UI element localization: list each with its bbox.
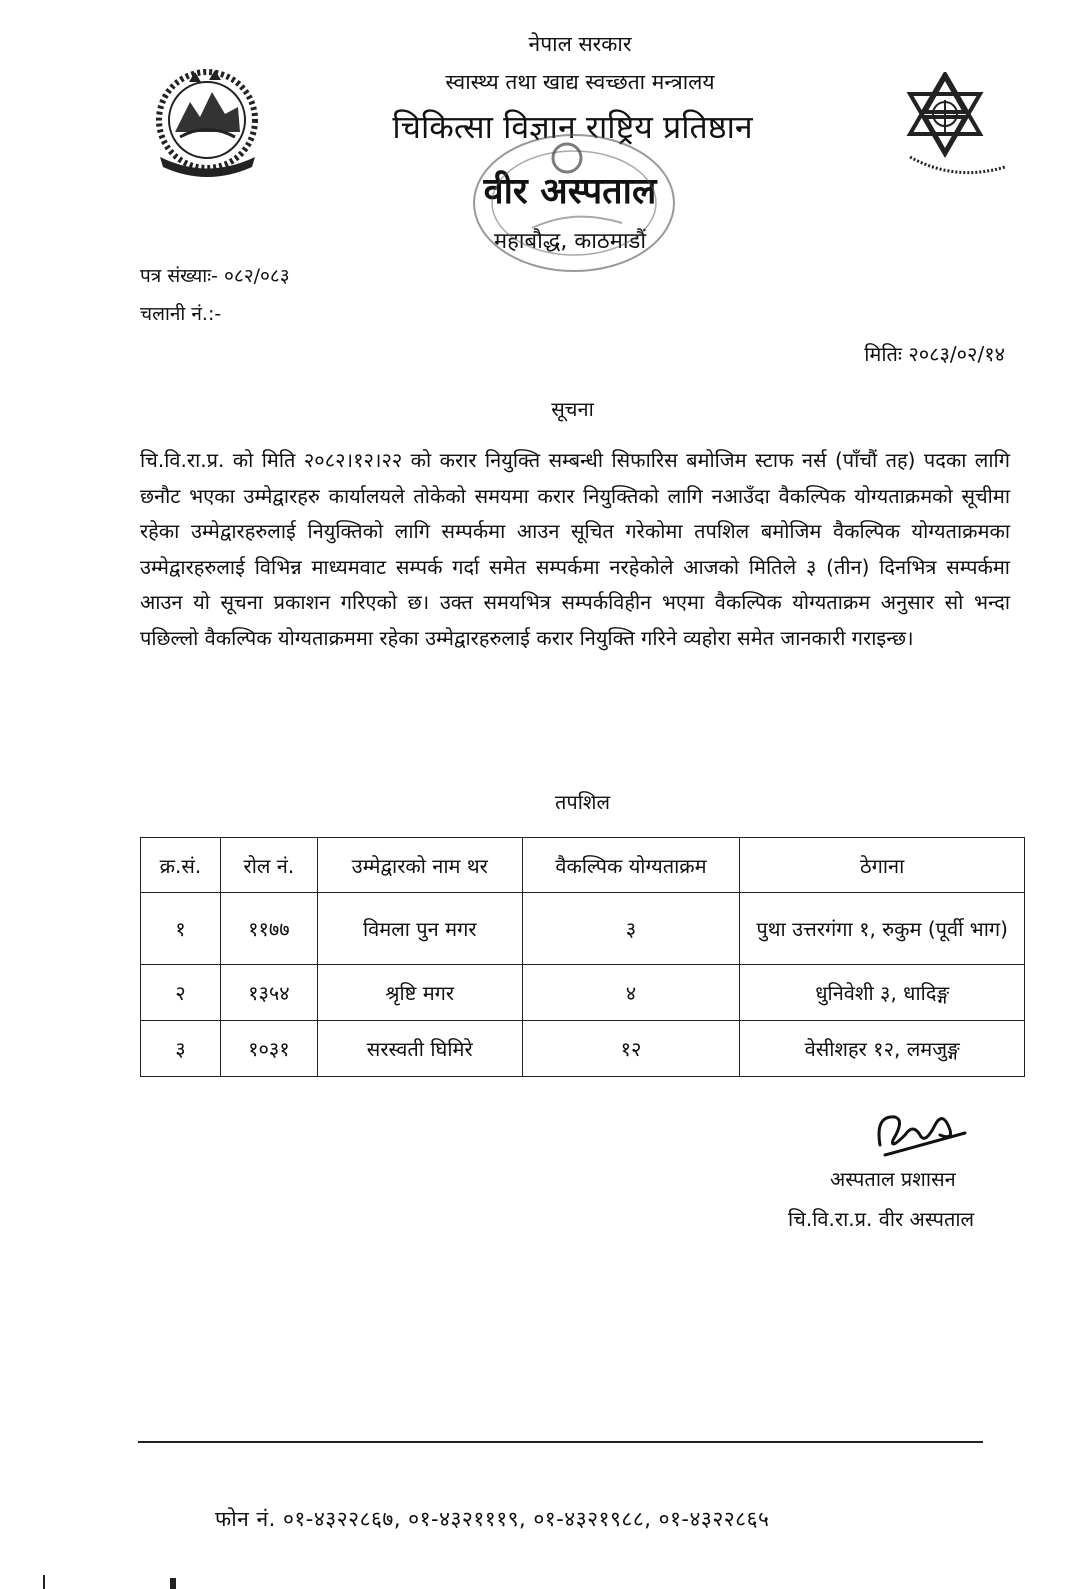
notice-body: चि.वि.रा.प्र. को मिति २०८२।१२।२२ को करार नियुक्ति सम्बन्धी सिफारिस बमोजिम स्टाफ नर्स (पाँचौं तह) पदका लागि छनौट भएका उम्मेद्वारहरु कार्यालयले तोकेको समयमा करार नियुक्तिको लागि नआउँदा वैकल्पिक योग्यताक्रमको सूचीमा रहेका उम्मेद्वारहरुलाई नियुक्तिको लागि सम्पर्कमा आउन सूचित गरेकोमा तपशिल बमोजिम वैकल्पिक योग्यताक्रमका उम्मेद्वारहरुलाई विभिन्न माध्यमवाट सम्पर्क गर्दा समेत सम्पर्कमा नरहेकोले आजको मितिले ३ (तीन) दिनभित्र सम्पर्कमा आउन यो सूचना प्रकाशन गरिएको छ। उक्त समयभित्र सम्पर्कविहीन भएमा वैकल्पिक योग्यताक्रम अनुसार सो भन्दा पछिल्लो वैकल्पिक योग्यताक्रममा रहेका उम्मेद्वारहरुलाई करार नियुक्ति गरिने व्यहोरा समेत जानकारी गराइन्छ।	[140, 448, 1010, 650]
cell-name: सरस्वती घिमिरे	[317, 1021, 522, 1077]
cell-roll: १३५४	[220, 965, 317, 1021]
dispatch-number: चलानी नं.:-	[140, 303, 222, 325]
table-row	[141, 1021, 1025, 1077]
cell-address: वेसीशहर १२, लमजुङ्ग	[740, 1021, 1025, 1077]
table-header-row	[141, 838, 1025, 893]
cell-name: श्रृष्टि मगर	[317, 965, 522, 1021]
candidate-table	[140, 837, 1025, 1077]
column-header-serial: क्र.सं.	[141, 838, 221, 893]
office-seal-stamp-icon	[462, 128, 687, 278]
cell-roll: ११७७	[220, 893, 317, 965]
cell-rank: ४	[522, 965, 740, 1021]
reference-number: पत्र संख्याः- ०८२/०८३	[140, 265, 290, 287]
notice-title: सूचना	[551, 397, 594, 421]
signatory-organization: चि.वि.रा.प्र. वीर अस्पताल	[788, 1207, 975, 1231]
cell-rank: ३	[522, 893, 740, 965]
footer-divider	[138, 1441, 983, 1443]
cell-address: पुथा उत्तरगंगा १, रुकुम (पूर्वी भाग)	[740, 893, 1025, 965]
column-header-address: ठेगाना	[740, 838, 1025, 893]
scan-edge-mark	[170, 1578, 176, 1589]
cell-address: धुनिवेशी ३, धादिङ्ग	[740, 965, 1025, 1021]
cell-serial: ३	[141, 1021, 221, 1077]
ministry-name: स्वास्थ्य तथा खाद्य स्वच्छता मन्त्रालय	[445, 70, 715, 94]
cell-name: विमला पुन मगर	[317, 893, 522, 965]
column-header-rank: वैकल्पिक योग्यताक्रम	[522, 838, 740, 893]
scan-edge-mark	[43, 1575, 45, 1589]
cell-serial: १	[141, 893, 221, 965]
hospital-location: महाबौद्ध, काठमाडौं	[493, 229, 647, 254]
signatory-title: अस्पताल प्रशासन	[830, 1167, 956, 1191]
footer-phone-numbers: फोन नं. ०१-४३२२८६७, ०१-४३२१११९, ०१-४३२१९८८, ०१-४३२२८६५	[215, 1507, 770, 1531]
table-row	[141, 965, 1025, 1021]
cell-roll: १०३१	[220, 1021, 317, 1077]
table-row	[141, 893, 1025, 965]
cell-serial: २	[141, 965, 221, 1021]
column-header-name: उम्मेद्वारको नाम थर	[317, 838, 522, 893]
government-name: नेपाल सरकार	[528, 32, 632, 56]
institute-name: चिकित्सा विज्ञान राष्ट्रिय प्रतिष्ठान	[392, 108, 753, 146]
signature-icon	[865, 1105, 975, 1165]
column-header-roll: रोल नं.	[220, 838, 317, 893]
notice-date: मितिः २०८३/०२/१४	[864, 342, 1005, 366]
cell-rank: १२	[522, 1021, 740, 1077]
hospital-name: वीर अस्पताल	[483, 171, 657, 212]
schedule-title: तपशिल	[554, 790, 611, 814]
